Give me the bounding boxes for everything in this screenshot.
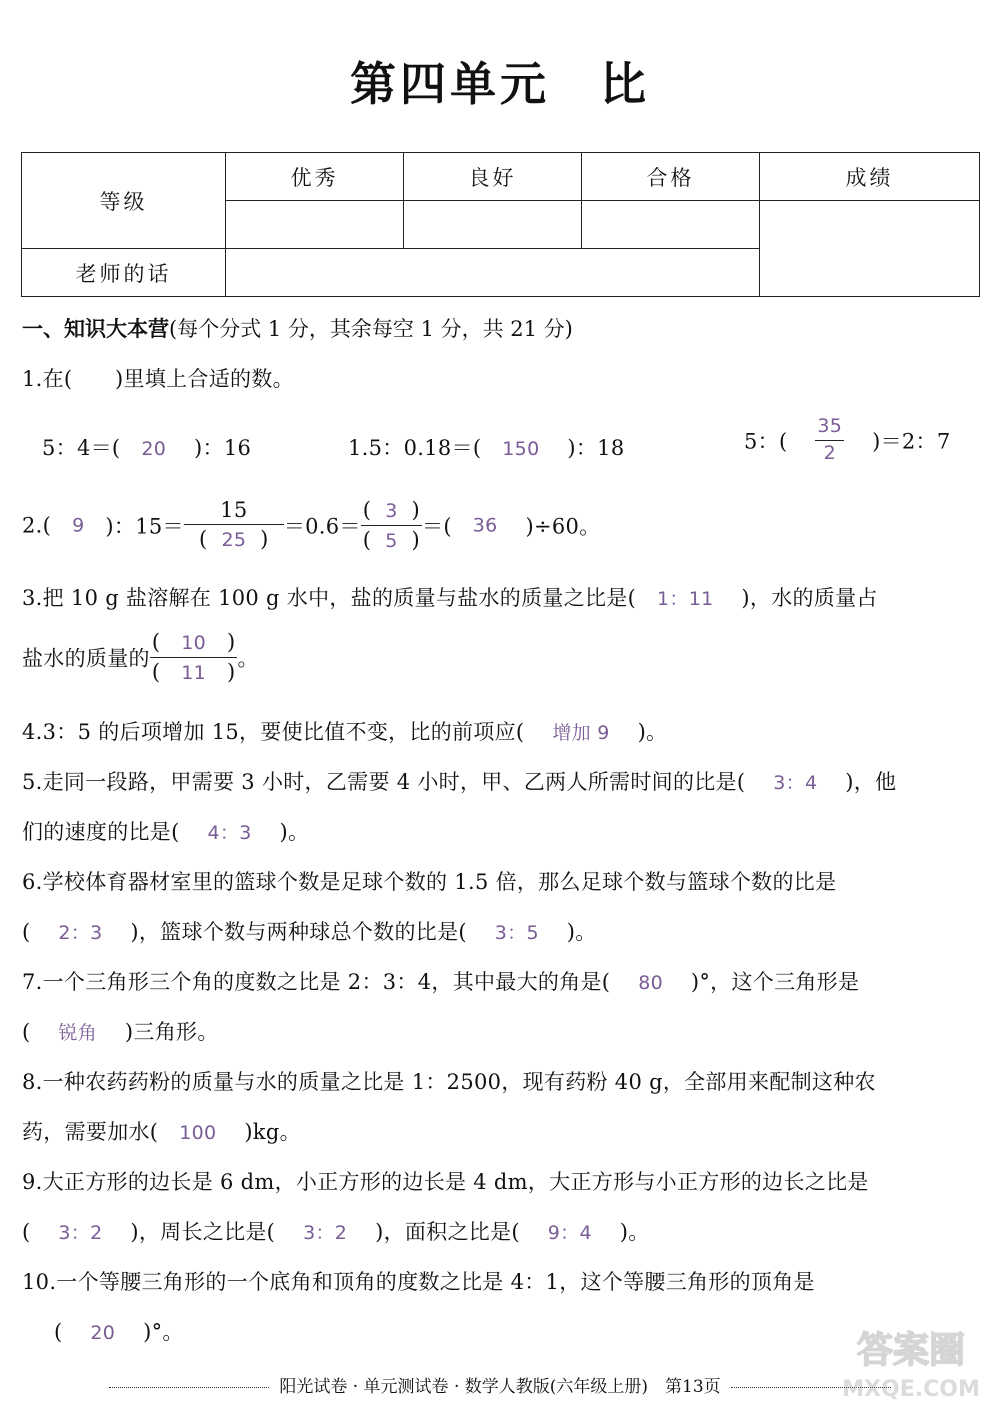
q2-answer-2: 36 xyxy=(472,514,498,537)
q2-fraction-2: $\frac{( 3 )}{( 5 )}$ xyxy=(362,498,421,552)
q9-line1: 9.大正方形的边长是 6 dm，小正方形的边长是 4 dm，大正方形与小正方形的边长之比是 xyxy=(22,1170,869,1194)
q7-line1: 7.一个三角形三个角的度数之比是 2：3：4，其中最大的角是( 80 )°，这个三角形是 xyxy=(22,970,860,994)
q2-fraction-1: $\frac{15}{( 25 )}$ xyxy=(184,498,284,552)
section1-note: (每个分式 1 分，其余每空 1 分，共 21 分) xyxy=(169,317,573,341)
q3-line1: 3.把 10 g 盐溶解在 100 g 水中，盐的质量与盐水的质量之比是( 1：11 )，水的质量占 xyxy=(22,586,878,610)
q1-a-answer: 20 xyxy=(141,438,167,460)
q7-answer-2: 锐角 xyxy=(58,1022,98,1044)
footer-text: 阳光试卷 · 单元测试卷 · 数学人教版(六年级上册) 第13页 xyxy=(279,1377,721,1397)
q10-answer: 20 xyxy=(90,1322,116,1344)
grade-label-cell: 等级 xyxy=(22,153,226,249)
q1-b: 1.5：0.18＝( 150 )：18 xyxy=(348,436,625,460)
q4-answer: 增加 9 xyxy=(552,722,610,744)
watermark-logo-icon xyxy=(836,1318,986,1404)
q6-answer-1: 2：3 xyxy=(58,922,103,944)
level-pass: 合格 xyxy=(582,153,760,201)
q5-answer-1: 3：4 xyxy=(773,772,818,794)
level-good: 良好 xyxy=(404,153,582,201)
q2: 2.( 9 )：15＝ $\frac{15}{( 25 )}$ ＝0.6＝ $\frac{( 3 )}{( 5 )}$ ＝( 36 )÷60。 xyxy=(22,498,601,552)
q7-line2: ( 锐角 )三角形。 xyxy=(22,1020,219,1044)
q5-line2: 们的速度的比是( 4：3 )。 xyxy=(22,820,310,844)
score-box[interactable] xyxy=(760,201,980,297)
q9-answer-3: 9：4 xyxy=(547,1222,592,1244)
q8-answer: 100 xyxy=(179,1122,217,1144)
level-good-box[interactable] xyxy=(404,201,582,249)
q5-answer-2: 4：3 xyxy=(207,822,252,844)
q7-answer-1: 80 xyxy=(638,972,663,994)
score-label-cell: 成绩 xyxy=(760,153,980,201)
level-excellent-box[interactable] xyxy=(226,201,404,249)
title-topic: 比 xyxy=(600,57,650,111)
q6-answer-2: 3：5 xyxy=(494,922,539,944)
teacher-label-cell: 老师的话 xyxy=(22,249,226,297)
q1-text: 1.在( )里填上合适的数。 xyxy=(22,367,294,391)
level-excellent: 优秀 xyxy=(226,153,404,201)
q10-line1: 10.一个等腰三角形的一个底角和顶角的度数之比是 4：1，这个等腰三角形的顶角是 xyxy=(22,1270,815,1294)
q10-line2: ( 20 )°。 xyxy=(54,1320,184,1344)
title-unit: 第四单元 xyxy=(350,57,550,111)
svg-text:答案圈: 答案圈 xyxy=(856,1330,966,1371)
q1-c: 5：( $\frac{35}{2}$ )＝2：7 xyxy=(744,415,951,464)
q6-line2: ( 2：3 )，篮球个数与两种球总个数的比是( 3：5 )。 xyxy=(22,920,597,944)
q9-answer-1: 3：2 xyxy=(58,1222,103,1244)
q3-line2: 盐水的质量的 $\frac{( 10 )}{( 11 )}$ 。 xyxy=(22,630,259,684)
q9-line2: ( 3：2 )，周长之比是( 3：2 )，面积之比是( 9：4 )。 xyxy=(22,1220,650,1244)
grade-table xyxy=(21,152,980,297)
section1-heading xyxy=(22,313,573,343)
q6-line1: 6.学校体育器材室里的篮球个数是足球个数的 1.5 倍，那么足球个数与篮球个数的比是 xyxy=(22,870,837,894)
page-title xyxy=(0,48,1000,114)
q3-answer-1: 1：11 xyxy=(657,588,714,610)
svg-text:MXQE.COM: MXQE.COM xyxy=(842,1377,980,1402)
q8-line1: 8.一种农药药粉的质量与水的质量之比是 1：2500，现有药粉 40 g，全部用来配制这种农 xyxy=(22,1070,876,1094)
q4: 4.3：5 的后项增加 15，要使比值不变，比的前项应( 增加 9 )。 xyxy=(22,720,668,744)
q8-line2: 药，需要加水( 100 )kg。 xyxy=(22,1120,301,1144)
q1-c-answer-fraction: $\frac{35}{2}$ xyxy=(817,415,843,464)
q9-answer-2: 3：2 xyxy=(303,1222,348,1244)
q5-line1: 5.走同一段路，甲需要 3 小时，乙需要 4 小时，甲、乙两人所需时间的比是( 3：4 )，他 xyxy=(22,770,897,794)
q3-answer-fraction: $\frac{( 10 )}{( 11 )}$ xyxy=(151,630,236,684)
q1-b-answer: 150 xyxy=(502,438,540,460)
q2-answer-1: 9 xyxy=(72,514,85,537)
section1-title: 一、知识大本营 xyxy=(22,317,169,341)
q1-a: 5：4＝( 20 )：16 xyxy=(42,436,252,460)
teacher-comment-box[interactable] xyxy=(226,249,760,297)
level-pass-box[interactable] xyxy=(582,201,760,249)
